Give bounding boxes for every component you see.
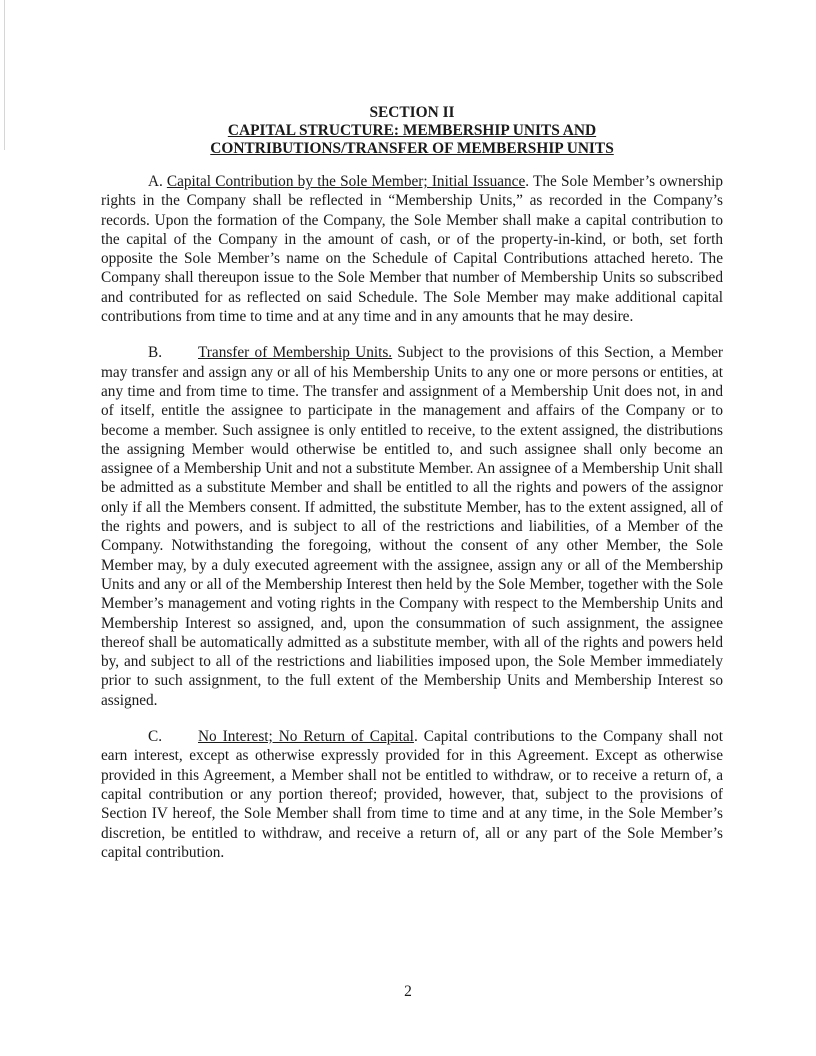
page-number: 2: [404, 983, 412, 1000]
paragraph-label: A.: [148, 173, 163, 190]
paragraph-body: The Sole Member’s ownership rights in the Company shall be reflected in “Membership Units,” as recorded in the Company’s records. Upon the formation of the Company, the Sole Member shall make a capital contribution to the capital of the Company in the amount of cash, or of the property-in-kind, or both, set forth opposite the Sole Member’s name on the Schedule of Capital Contributions attached hereto. The Company shall thereupon issue to the Sole Member that number of Membership Units so subscribed and contributed for as reflected on said Schedule. The Sole Member may make additional capital contributions from time to time and at any time and in any amounts that he may desire.: [101, 173, 723, 326]
paragraph-body: Subject to the provisions of this Section, a Member may transfer and assign any or all of his Membership Units to any one or more persons or entities, at any time and from time to time. The transfer and assignment of a Membership Unit does not, in and of itself, entitle the assignee to participate in the management and affairs of the Company or to become a member. Such assignee is only entitled to receive, to the extent assigned, the distributions the assigning Member would otherwise be entitled to, and such assignee shall only become an assignee of a Membership Unit and not a substitute Member. An assignee of a Membership Unit shall be admitted as a substitute Member and shall be entitled to all the rights and powers of the assignor only if all the Members consent. If admitted, the substitute Member, has to the extent assigned, all of the rights and powers, and is subject to all of the restrictions and liabilities, of a Member of the Company. Notwithstanding the foregoing, without the consent of any other Member, the Sole Member may, by a duly executed agreement with the assignee, assign any or all of the Membership Units and any or all of the Membership Interest then held by the Sole Member, together with the Sole Member’s management and voting rights in the Company with respect to the Membership Units and Membership Interest so assigned, and, upon the consummation of such assignment, the assignee thereof shall be automatically admitted as a substitute member, with all of the rights and powers held by, and subject to all of the restrictions and liabilities imposed upon, the Sole Member immediately prior to such assignment, to the full extent of the Membership Units and Membership Interest so assigned.: [101, 344, 723, 709]
paragraph-title: Capital Contribution by the Sole Member; Initial Issuance: [166, 173, 526, 190]
paragraph-c: [101, 727, 723, 862]
paragraph-title-punct: .: [525, 173, 530, 190]
paragraph-title: Transfer of Membership Units.: [198, 344, 393, 362]
paragraph-label: B.: [148, 344, 163, 362]
paragraph-body: Capital contributions to the Company shall not earn interest, except as otherwise expressly provided for in this Agreement. Except as otherwise provided in this Agreement, a Member shall not be entitled to withdraw, or to receive a return of, a capital contribution or any portion thereof; provided, however, that, subject to the provisions of Section IV hereof, the Sole Member shall from time to time and at any time, in the Sole Member’s discretion, be entitled to withdraw, and receive a return of, all or any part of the Sole Member’s capital contribution.: [101, 728, 723, 861]
section-heading: [101, 104, 723, 158]
paragraph-title-punct: .: [413, 728, 418, 746]
scan-edge-line: [4, 0, 5, 150]
section-number: SECTION II: [369, 104, 455, 121]
paragraph-label: C.: [148, 728, 163, 746]
section-title-line-2: CONTRIBUTIONS/TRANSFER OF MEMBERSHIP UNITS: [210, 140, 614, 157]
paragraph-a: [101, 172, 723, 326]
document-page: [101, 104, 723, 879]
section-title-line-1: CAPITAL STRUCTURE: MEMBERSHIP UNITS AND: [227, 122, 597, 139]
paragraph-title: No Interest; No Return of Capital: [198, 728, 414, 746]
paragraph-b: [101, 343, 723, 710]
